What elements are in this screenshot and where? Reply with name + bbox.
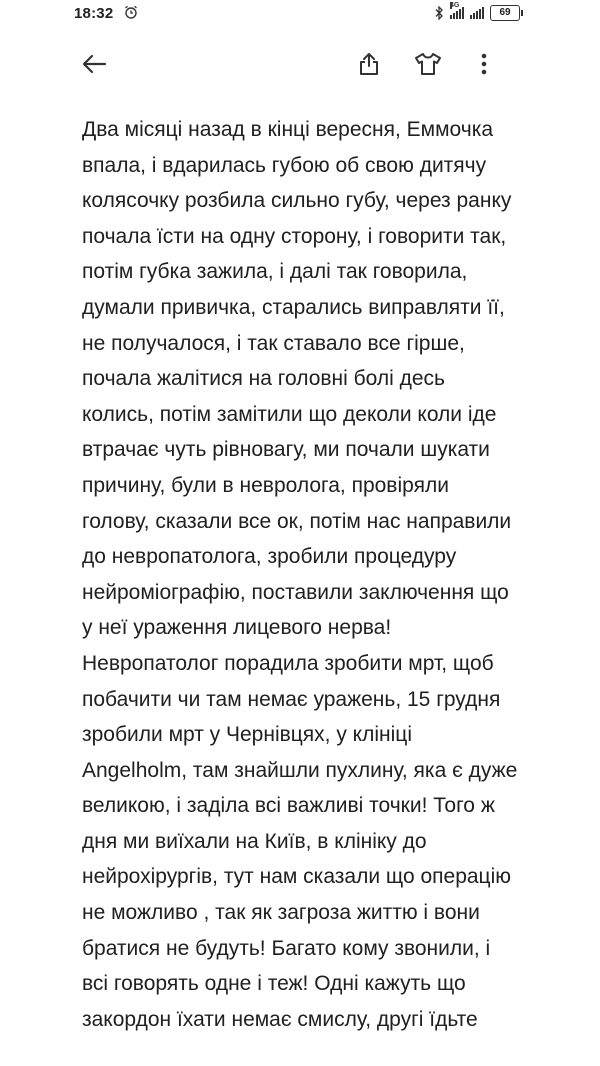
body-text-line: закордон їхати немає смислу, другі їдьте — [82, 1007, 478, 1031]
body-text-line: колись, потім замітили що деколи коли іде — [82, 402, 497, 426]
body-text-line: до невропатолога, зробили процедуру — [82, 545, 457, 569]
share-icon — [358, 52, 380, 76]
toolbar — [0, 36, 600, 92]
battery-level: 69 — [499, 7, 511, 18]
signal-icon — [450, 2, 464, 19]
more-vertical-icon — [480, 52, 488, 76]
body-text-line: зробили мрт у Чернівцях, у клініці — [82, 723, 412, 747]
body-text-line: втрачає чуть рівновагу, ми почали шукати — [82, 438, 490, 462]
body-text-line: почала жалітися на головні болі десь — [82, 367, 445, 391]
body-text-line: братися не будуть! Багато кому звонили, і — [82, 936, 491, 960]
body-text-line: великою, і заділа всі важливі точки! Того ж — [82, 794, 495, 818]
body-text-line: Невропатолог порадила зробити мрт, щоб — [82, 651, 494, 675]
body-text-line: причину, були в невролога, провіряли — [82, 473, 449, 497]
alarm-icon — [124, 5, 138, 19]
body-text-line: не получалося, і так ставало все гірше, — [82, 331, 465, 355]
status-indicators — [434, 3, 520, 23]
body-text-line: колясочку розбила сильно губу, через ранку — [82, 189, 512, 213]
arrow-left-icon — [81, 54, 107, 74]
body-text-line: у неї ураження лицевого нерва! — [82, 616, 392, 640]
body-text-line: Два місяці назад в кінці вересня, Еммочка — [82, 118, 494, 141]
signal-icon-2 — [470, 7, 484, 19]
body-text-line: не можливо , так як загроза життю і вони — [82, 901, 480, 925]
message-body — [82, 112, 518, 1037]
body-text-line: нейрохірургів, тут нам сказали що операцію — [82, 865, 511, 889]
status-bar — [0, 0, 600, 28]
body-text-line: потім губка зажила, і далі так говорила, — [82, 260, 468, 284]
battery-icon — [490, 5, 520, 21]
body-text-line: побачити чи там немає уражень, 15 грудня — [82, 687, 501, 711]
body-text-line: дня ми виїхали на Київ, в клініку до — [82, 829, 427, 853]
body-text-line: впала, і вдарилась губою об свою дитячу — [82, 153, 487, 177]
theme-button[interactable] — [408, 44, 448, 84]
body-text-line: думали привичка, старались виправляти її, — [82, 295, 505, 319]
body-text-line: нейроміографію, поставили заключення що — [82, 580, 509, 604]
share-button[interactable] — [349, 44, 389, 84]
status-time: 18:32 — [74, 5, 114, 22]
more-options-button[interactable] — [464, 44, 504, 84]
shirt-icon — [414, 52, 442, 76]
back-button[interactable] — [74, 44, 114, 84]
body-text-line: Angelholm, там знайшли пухлину, яка є дуже — [82, 758, 518, 782]
body-text-line: всі говорять одне і теж! Одні кажуть що — [82, 972, 466, 996]
network-type: 4G — [450, 2, 460, 9]
body-text-line: голову, сказали все ок, потім нас направили — [82, 509, 512, 533]
body-text-line: почала їсти на одну сторону, і говорити так, — [82, 224, 507, 248]
bluetooth-icon — [434, 6, 444, 20]
